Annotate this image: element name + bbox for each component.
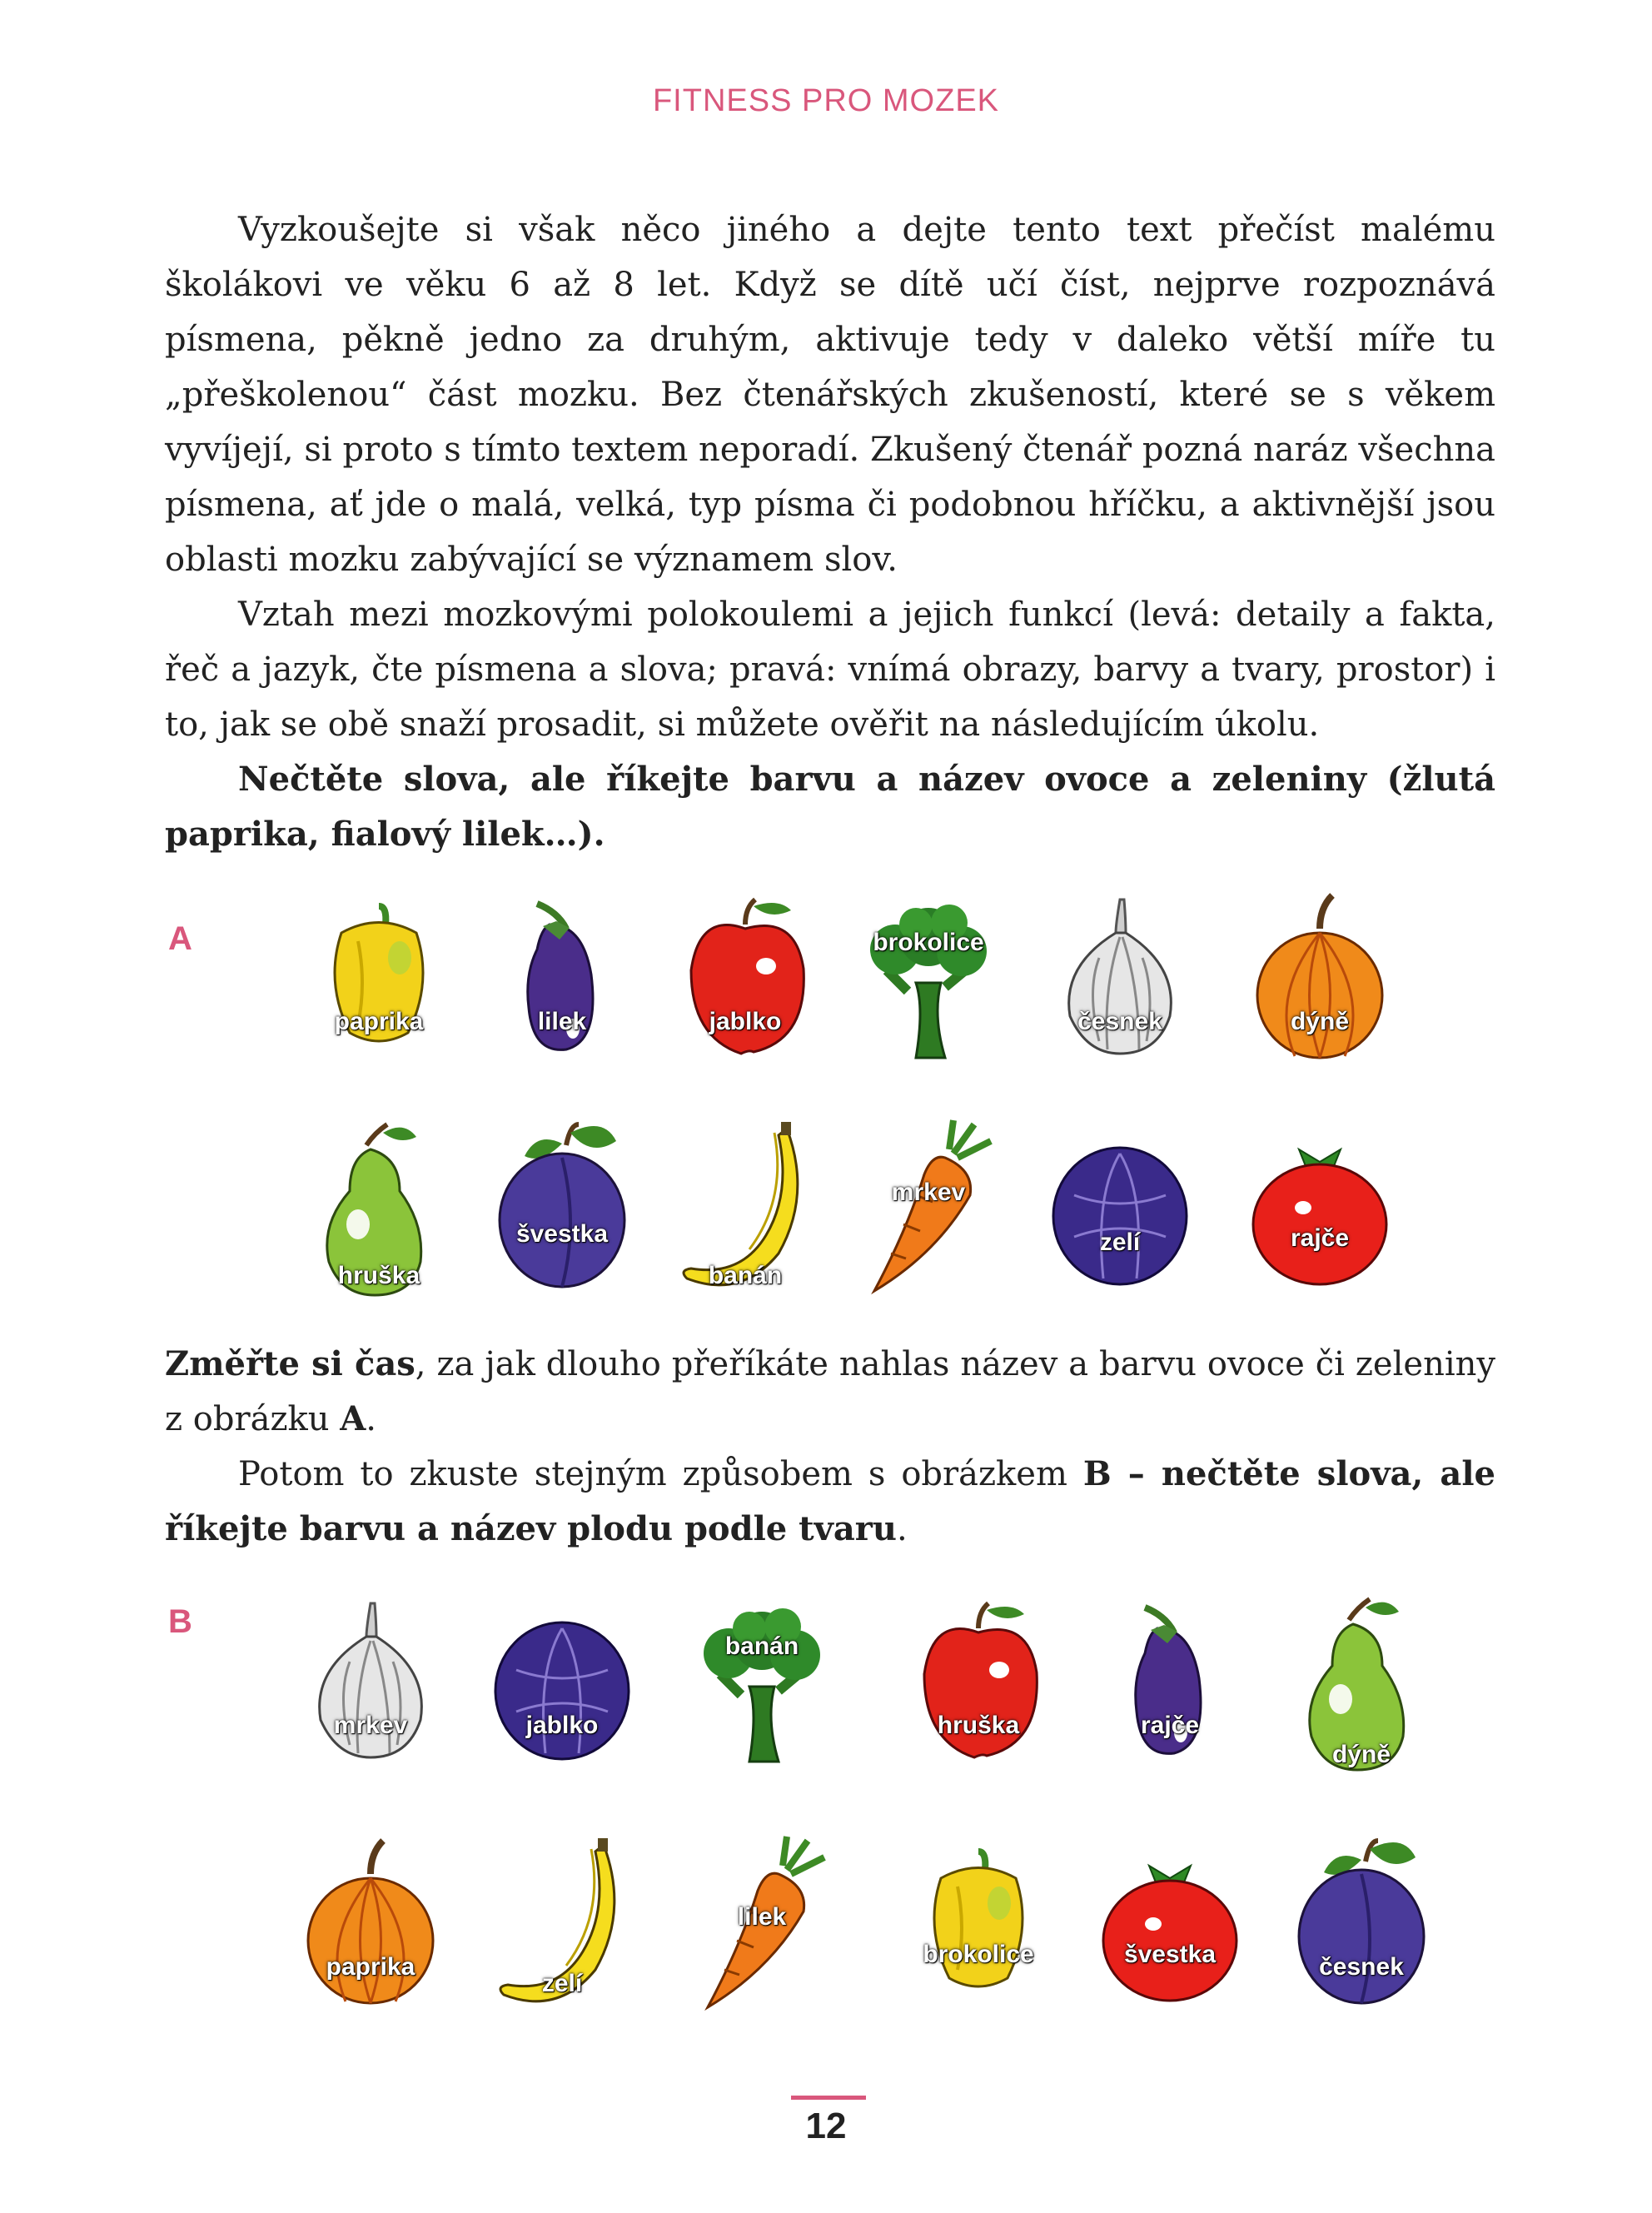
running-head: FITNESS PRO MOZEK (652, 83, 1000, 118)
picture-a-ref: A (340, 1399, 366, 1438)
produce-word: banán (724, 1632, 799, 1660)
pepper-icon (908, 1837, 1049, 2011)
produce-card (1099, 1837, 1241, 2011)
plum-icon (491, 1120, 633, 1295)
paragraph-1: Vyzkoušejte si však něco jiného a dejte tento text přečíst malému školákovi ve věku 6 až 8 let. Když se dítě učí číst, nejprve rozpoznává písmena, pěkně jedno za druhým, aktivuje tedy v daleko větší míře tu „přeškolenou“ část mozku. Bez čtenářských zkušeností, které se s věkem vyvíjejí, si proto s tímto textem neporadí. Zkušený čtenář pozná naráz všechna písmena, ať jde o malá, velká, typ písma či podobnou hříčku, a aktivnější jsou oblasti mozku zabývající se významem slov. (165, 211, 1495, 579)
apple-icon (908, 1595, 1049, 1770)
produce-card (691, 1837, 833, 2011)
paragraph-4-text: , za jak dlouho přeříkáte nahlas název a barvu ovoce či zeleniny z obrázku (165, 1345, 1495, 1438)
pumpkin-icon (1249, 891, 1391, 1066)
apple-icon (674, 891, 816, 1066)
tomato-icon (1099, 1837, 1241, 2011)
page-number: 12 (805, 2106, 847, 2146)
produce-card (491, 1837, 633, 2011)
produce-word: zelí (1099, 1229, 1141, 1256)
broccoli-icon (691, 1595, 833, 1770)
produce-word: dýně (1331, 1741, 1391, 1768)
produce-word: lilek (537, 1008, 587, 1035)
produce-word: česnek (1319, 1953, 1404, 1981)
set-b-label: B (168, 1603, 192, 1640)
produce-word: zelí (541, 1970, 583, 1997)
produce-card (491, 1120, 633, 1295)
broccoli-icon (858, 891, 999, 1066)
produce-card (308, 891, 450, 1066)
produce-card (491, 891, 633, 1066)
produce-card (300, 1595, 441, 1770)
produce-word: paprika (334, 1008, 424, 1035)
produce-card (1291, 1595, 1432, 1770)
produce-word: hruška (937, 1712, 1020, 1739)
produce-word: jablko (709, 1008, 782, 1035)
produce-card (1249, 1120, 1391, 1295)
body-text-middle (165, 1337, 1495, 1557)
paragraph-4 (165, 1337, 1495, 1447)
produce-card (908, 1837, 1049, 2011)
paragraph-3-instruction: Nečtěte slova, ale říkejte barvu a název ovoce a zeleniny (žlutá paprika, fialový lilek…). (165, 760, 1495, 854)
paragraph-4-end: . (366, 1400, 376, 1438)
produce-card (674, 891, 816, 1066)
paragraph-5-text: Potom to zkuste stejným způsobem s obrázkem (238, 1455, 1083, 1493)
produce-word: rajče (1140, 1712, 1200, 1739)
produce-card (1291, 1837, 1432, 2011)
produce-word: dýně (1290, 1008, 1350, 1035)
garlic-icon (1049, 891, 1191, 1066)
produce-card (1049, 891, 1191, 1066)
produce-card (1249, 891, 1391, 1066)
page-number-rule (791, 2096, 866, 2100)
produce-card (308, 1120, 450, 1295)
paragraph-5-end: . (896, 1510, 908, 1548)
produce-word: rajče (1290, 1224, 1350, 1252)
produce-word: mrkev (891, 1179, 966, 1206)
paragraph-2: Vztah mezi mozkovými polokoulemi a jejich funkcí (levá: detaily a fakta, řeč a jazyk, čte písmena a slova; pravá: vnímá obrazy, barvy a tvary, prostor) i to, jak se obě snaží prosadit, si můžete ověřit na následujícím úkolu. (165, 596, 1495, 744)
produce-card (858, 891, 999, 1066)
produce-card (674, 1120, 816, 1295)
produce-card (858, 1120, 999, 1295)
measure-time-phrase: Změřte si čas (165, 1344, 415, 1383)
paragraph-5 (165, 1447, 1495, 1557)
produce-word: paprika (326, 1953, 415, 1981)
produce-word: švestka (1123, 1941, 1217, 1968)
produce-word: švestka (515, 1220, 609, 1248)
carrot-icon (858, 1120, 999, 1295)
produce-word: hruška (337, 1262, 420, 1289)
body-text-upper (165, 202, 1495, 862)
cabbage-icon (1049, 1120, 1191, 1295)
plum-icon (1291, 1837, 1432, 2011)
pepper-icon (308, 891, 450, 1066)
garlic-icon (300, 1595, 441, 1770)
produce-word: česnek (1077, 1008, 1162, 1035)
produce-card (691, 1595, 833, 1770)
cabbage-icon (491, 1595, 633, 1770)
eggplant-icon (1099, 1595, 1241, 1770)
produce-word: brokolice (923, 1941, 1034, 1968)
produce-word: brokolice (873, 929, 984, 956)
produce-card (908, 1595, 1049, 1770)
produce-card (1099, 1595, 1241, 1770)
produce-card (300, 1837, 441, 2011)
tomato-icon (1249, 1120, 1391, 1295)
eggplant-icon (491, 891, 633, 1066)
pumpkin-icon (300, 1837, 441, 2011)
picture-b-instruction: B – nečtěte slova, ale říkejte barvu a název plodu podle tvaru (165, 1454, 1495, 1548)
produce-word: mrkev (333, 1712, 408, 1739)
produce-card (491, 1595, 633, 1770)
produce-word: banán (708, 1262, 783, 1289)
produce-card (1049, 1120, 1191, 1295)
produce-word: lilek (737, 1903, 787, 1931)
produce-word: jablko (525, 1712, 599, 1739)
set-a-label: A (168, 920, 192, 957)
